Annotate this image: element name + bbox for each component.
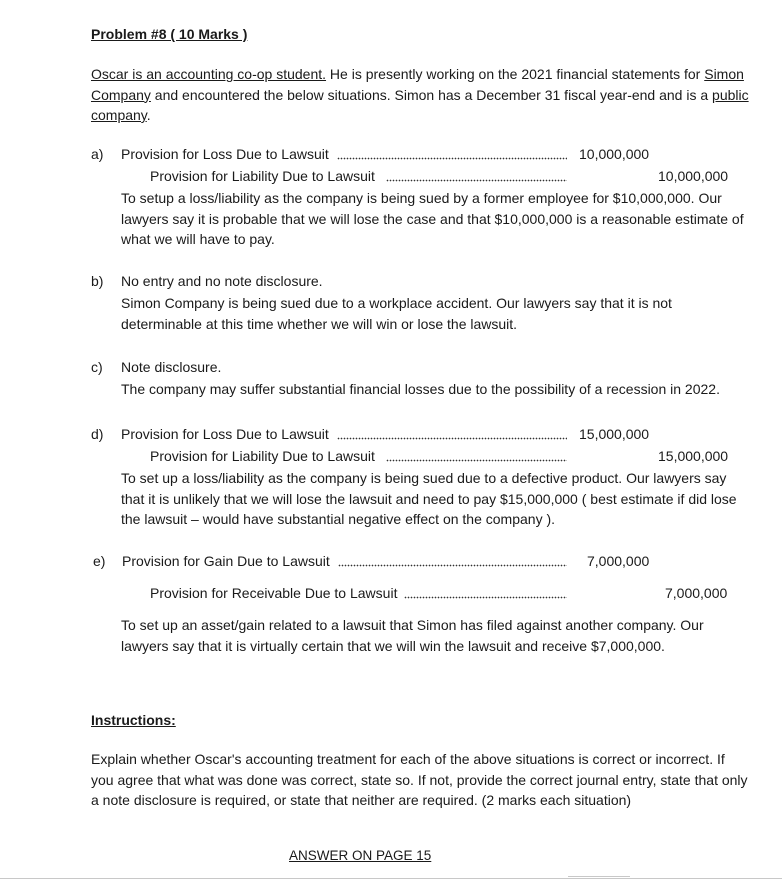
situation-treatment: Note disclosure. xyxy=(121,359,222,375)
debit-amount: 10,000,000 xyxy=(579,146,650,162)
situation-letter: e) xyxy=(93,553,106,569)
situation-treatment: No entry and no note disclosure. xyxy=(121,273,323,289)
leader-dots xyxy=(386,167,567,185)
debit-account: Provision for Loss Due to Lawsuit xyxy=(121,426,329,442)
credit-account: Provision for Liability Due to Lawsuit xyxy=(150,168,375,184)
situation-letter: c) xyxy=(91,359,103,375)
leader-dots xyxy=(404,584,567,602)
credit-amount: 15,000,000 xyxy=(658,448,729,464)
credit-account: Provision for Receivable Due to Lawsuit xyxy=(150,585,398,601)
leader-dots xyxy=(386,447,567,465)
leader-dots xyxy=(337,145,567,163)
situation-explanation: To setup a loss/liability as the company is being sued by a former employee for $10,000,000. Our lawyers say it is probable that we will lose the case and that $10,000,000 is a reasonable estimate of what we will have to pay. xyxy=(121,190,744,247)
situation-letter: b) xyxy=(91,273,104,289)
credit-amount: 7,000,000 xyxy=(665,585,728,601)
situation-letter: d) xyxy=(91,426,104,442)
debit-amount: 15,000,000 xyxy=(579,426,650,442)
situation-letter: a) xyxy=(91,146,104,162)
intro-text-2: and encountered the below situations. Simon has a December 31 fiscal year-end and is a xyxy=(150,86,713,103)
page-bottom-divider xyxy=(0,878,782,879)
intro-company: Simon Company xyxy=(91,66,744,103)
intro-text-1: He is presently working on the 2021 financial statements for xyxy=(326,66,705,82)
page-bottom-divider-segment xyxy=(568,876,630,877)
situation-explanation: To set up an asset/gain related to a lawsuit that Simon has filed against another company. Our lawyers say that it is virtually certain that we will win the lawsuit and receive $7,000,000. xyxy=(121,617,704,654)
situation-explanation: Simon Company is being sued due to a workplace accident. Our lawyers say that it is not determinable at this time whether we will win or lose the lawsuit. xyxy=(121,295,672,332)
credit-amount: 10,000,000 xyxy=(658,168,729,184)
debit-account: Provision for Gain Due to Lawsuit xyxy=(122,553,330,569)
answer-page-link[interactable]: ANSWER ON PAGE 15 xyxy=(289,848,432,863)
problem-title: Problem #8 ( 10 Marks ) xyxy=(91,26,248,42)
debit-account: Provision for Loss Due to Lawsuit xyxy=(121,146,329,162)
situation-explanation: To set up a loss/liability as the company is being sued due to a defective product. Our lawyers say that it is unlikely that we will lose the lawsuit and need to pay $15,000,000 ( best estimate if did lose the lawsuit – would have substantial negative effect on the company ). xyxy=(121,470,737,527)
situation-explanation: The company may suffer substantial financial losses due to the possibility of a recession in 2022. xyxy=(121,381,720,397)
leader-dots xyxy=(337,425,567,443)
debit-amount: 7,000,000 xyxy=(587,553,650,569)
credit-account: Provision for Liability Due to Lawsuit xyxy=(150,448,375,464)
intro-text-3: . xyxy=(146,107,151,123)
instructions-body: Explain whether Oscar's accounting treatment for each of the above situations is correct or incorrect. If you agree that what was done was correct, state so. If not, provide the correct journal entry, state that only a note disclosure is required, or state that neither are required. (2 marks each situation) xyxy=(91,751,748,808)
intro-subject: Oscar is an accounting co-op student. xyxy=(91,66,327,82)
intro-company-type: public company xyxy=(91,86,749,123)
leader-dots xyxy=(338,552,567,570)
instructions-heading: Instructions: xyxy=(91,712,176,728)
intro-paragraph xyxy=(91,64,751,126)
